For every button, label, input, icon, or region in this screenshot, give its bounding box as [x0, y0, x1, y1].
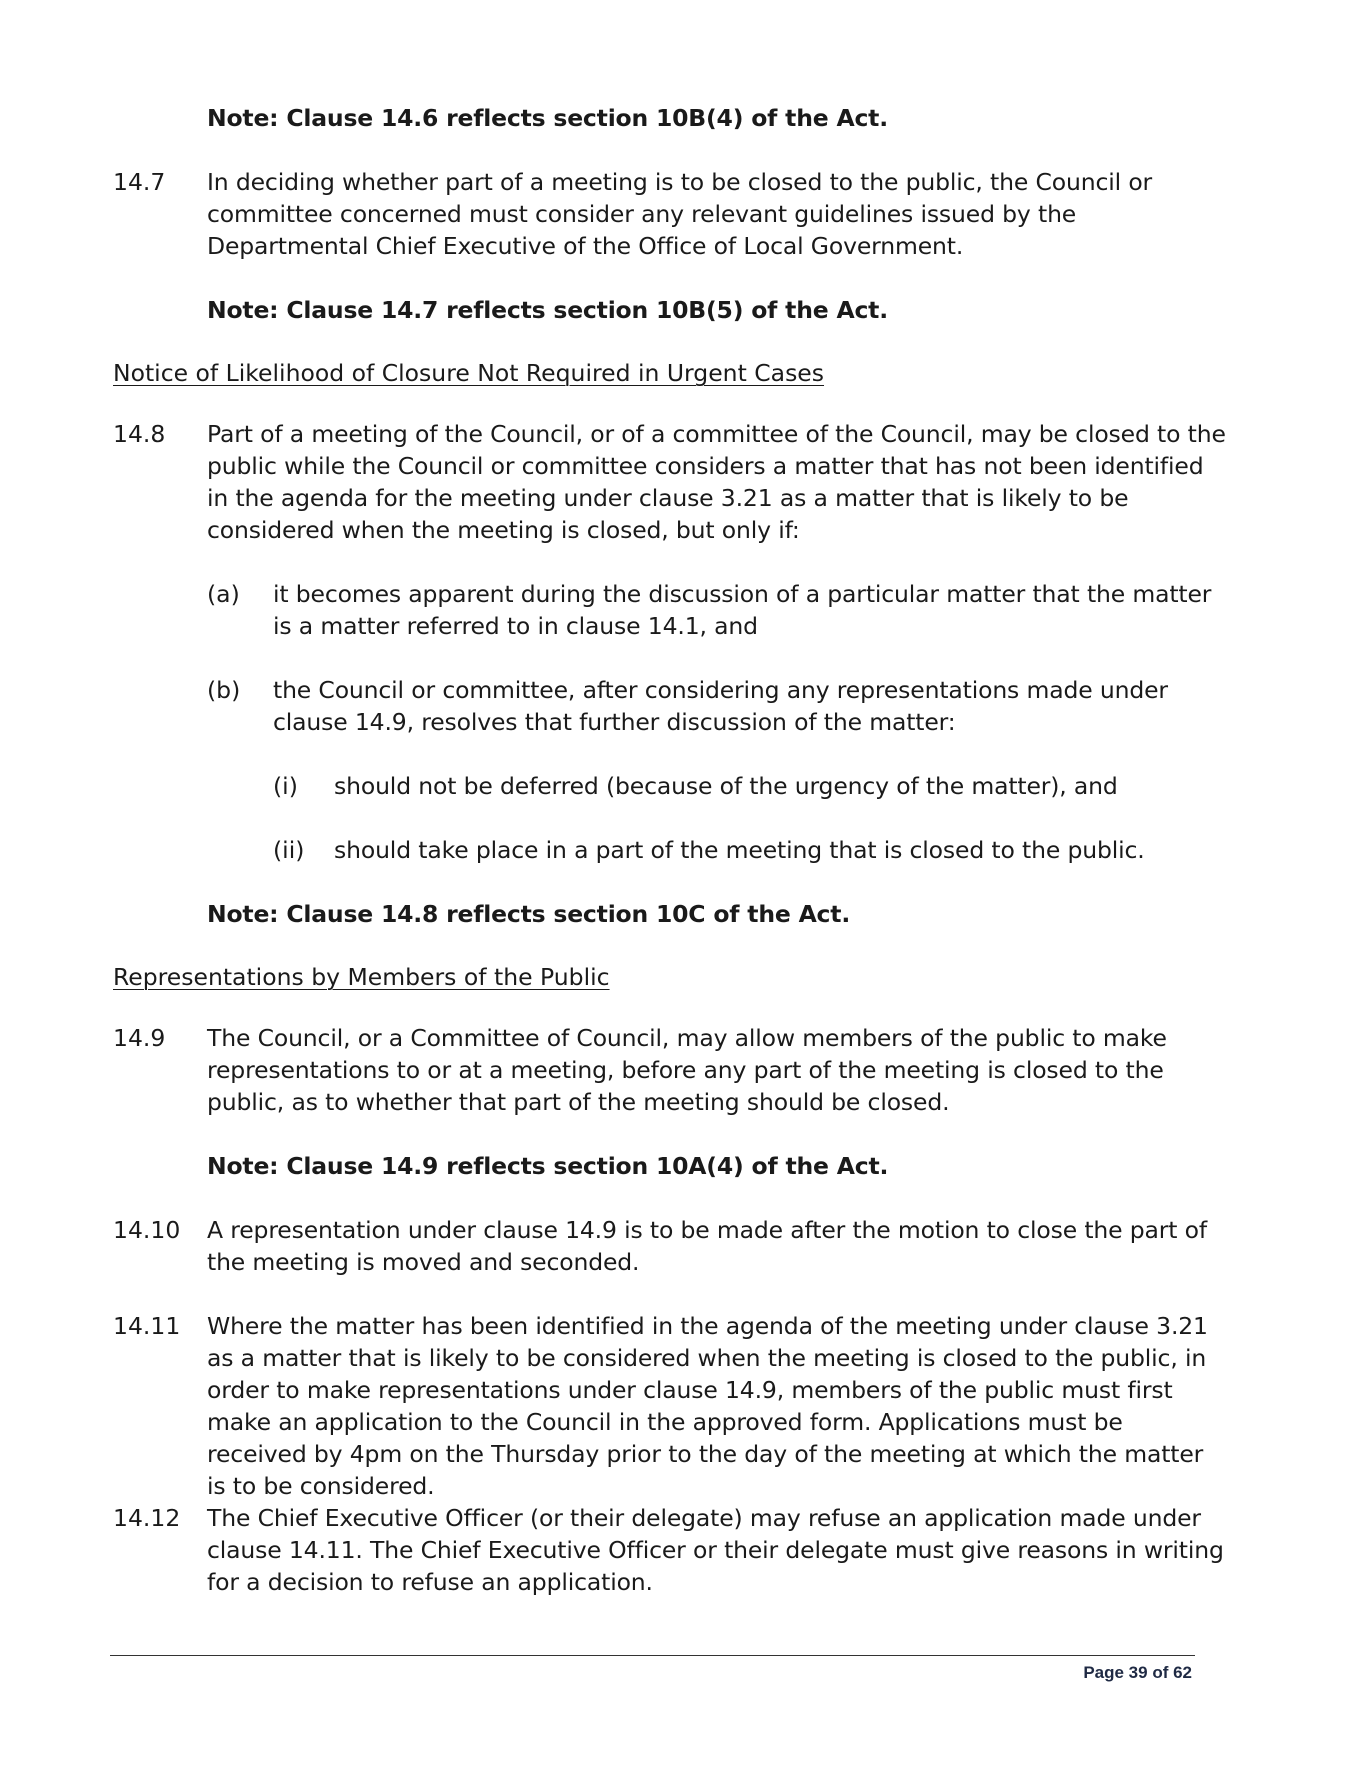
page-number: Page 39 of 62 [1083, 1663, 1192, 1682]
subclause-label-i: (i) [273, 772, 298, 800]
clause-text-14-9: The Council, or a Committee of Council, may allow members of the public to make representations to or at a meeting, before any part of the meeting is closed to the public, as to whether that part of the meeting should be closed. [207, 1024, 1167, 1116]
clause-number-14-9: 14.9 [113, 1024, 166, 1052]
clause-text-14-8: Part of a meeting of the Council, or of a committee of the Council, may be closed to the public while the Council or committee considers a matter that has not been identified in the agenda for the meeting under clause 3.21 as a matter that is likely to be considered when the meeting is closed, but only if: [207, 420, 1226, 544]
subclause-text-b: the Council or committee, after considering any representations made under clause 14.9, resolves that further discussion of the matter: [273, 676, 1168, 736]
clause-number-14-8: 14.8 [113, 420, 166, 448]
subclause-label-ii: (ii) [273, 836, 305, 864]
clause-number-14-7: 14.7 [113, 168, 166, 196]
section-heading-representations: Representations by Members of the Public [113, 963, 610, 991]
subclause-text-a: it becomes apparent during the discussion of a particular matter that the matter is a matter referred to in clause 14.1, and [273, 580, 1212, 640]
clause-text-14-11: Where the matter has been identified in the agenda of the meeting under clause 3.21 as a matter that is likely to be considered when the meeting is closed to the public, in order to make representations under clause 14.9, members of the public must first make an application to the Council in the approved form. Applications must be received by 4pm on the Thursday prior to the day of the meeting at which the matter is to be considered. [207, 1312, 1208, 1500]
note-clause-14-8: Note: Clause 14.8 reflects section 10C of the Act. [207, 900, 851, 928]
clause-text-14-7: In deciding whether part of a meeting is to be closed to the public, the Council or committee concerned must consider any relevant guidelines issued by the Departmental Chief Executive of the Office of Local Government. [207, 168, 1153, 260]
subclause-text-ii: should take place in a part of the meeting that is closed to the public. [334, 836, 1145, 864]
clause-number-14-11: 14.11 [113, 1312, 181, 1340]
note-clause-14-9: Note: Clause 14.9 reflects section 10A(4) of the Act. [207, 1152, 889, 1180]
subclause-label-a: (a) [207, 580, 240, 608]
clause-text-14-10: A representation under clause 14.9 is to be made after the motion to close the part of the meeting is moved and seconded. [207, 1216, 1208, 1276]
clause-text-14-12: The Chief Executive Officer (or their delegate) may refuse an application made under clause 14.11. The Chief Executive Officer or their delegate must give reasons in writing for a decision to refuse an application. [207, 1504, 1224, 1596]
clause-number-14-10: 14.10 [113, 1216, 181, 1244]
subclause-text-i: should not be deferred (because of the urgency of the matter), and [334, 772, 1118, 800]
subclause-label-b: (b) [207, 676, 241, 704]
footer-divider [110, 1655, 1195, 1656]
clause-number-14-12: 14.12 [113, 1504, 181, 1532]
section-heading-urgent-cases: Notice of Likelihood of Closure Not Required in Urgent Cases [113, 359, 825, 387]
note-clause-14-6: Note: Clause 14.6 reflects section 10B(4) of the Act. [207, 104, 888, 132]
note-clause-14-7: Note: Clause 14.7 reflects section 10B(5) of the Act. [207, 296, 888, 324]
